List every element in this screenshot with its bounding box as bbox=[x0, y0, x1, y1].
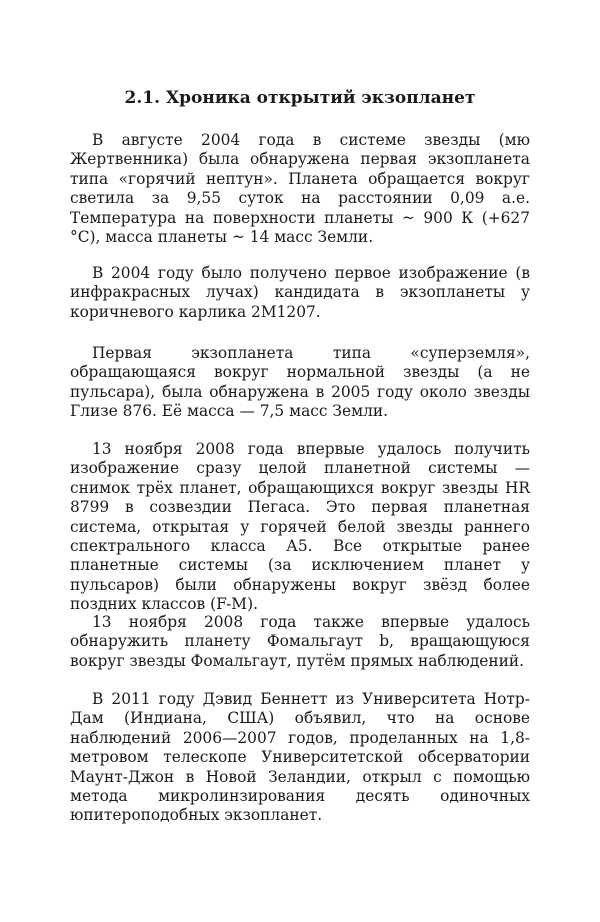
section-title: 2.1. Хроника открытий экзопланет bbox=[124, 88, 476, 108]
paragraph-hr8799: 13 ноября 2008 года впервые удалось получить изображение сразу целой планетной системы — снимок трёх планет, обращающихся вокруг звезды HR 8799 в созвездии Пегаса. Это первая планетная система, открытая у горячей белой звезды раннего спектрального класса А5. Все открытые ранее планетные системы (за исключением планет у пульсаров) были обнаружены вокруг звёзд более поздних классов (F-M). bbox=[70, 440, 530, 614]
paragraph-microlensing: В 2011 году Дэвид Беннетт из Университета Нотр-Дам (Индиана, США) объявил, что на основе наблюдений 2006—2007 годов, проделанных на 1,8-метровом телескопе Университетской обсерватории Маунт-Джон в Новой Зеландии, открыл с помощью метода микролинзирования десять одиночных юпитероподобных экзопланет. bbox=[70, 690, 530, 825]
paragraph-first-image: В 2004 году было получено первое изображение (в инфракрасных лучах) кандидата в экзопланеты у коричневого карлика 2M1207. bbox=[70, 264, 530, 321]
paragraph-fomalhaut-b: 13 ноября 2008 года также впервые удалось обнаружить планету Фомальгаут b, вращающуюся вокруг звезды Фомальгаут, путём прямых наблюдений. bbox=[70, 613, 530, 670]
paragraph-super-earth: Первая экзопланета типа «суперземля», обращающаяся вокруг нормальной звезды (а не пульсара), была обнаружена в 2005 году около звезды Глизе 876. Её масса — 7,5 масс Земли. bbox=[70, 344, 530, 421]
paragraph-hot-neptune: В августе 2004 года в системе звезды (мю Жертвенника) была обнаружена первая экзопланета типа «горячий нептун». Планета обращается вокруг светила за 9,55 суток на расстоянии 0,09 а.е. Температура на поверхности планеты ~ 900 К (+627 °C), масса планеты ~ 14 масс Земли. bbox=[70, 131, 530, 247]
